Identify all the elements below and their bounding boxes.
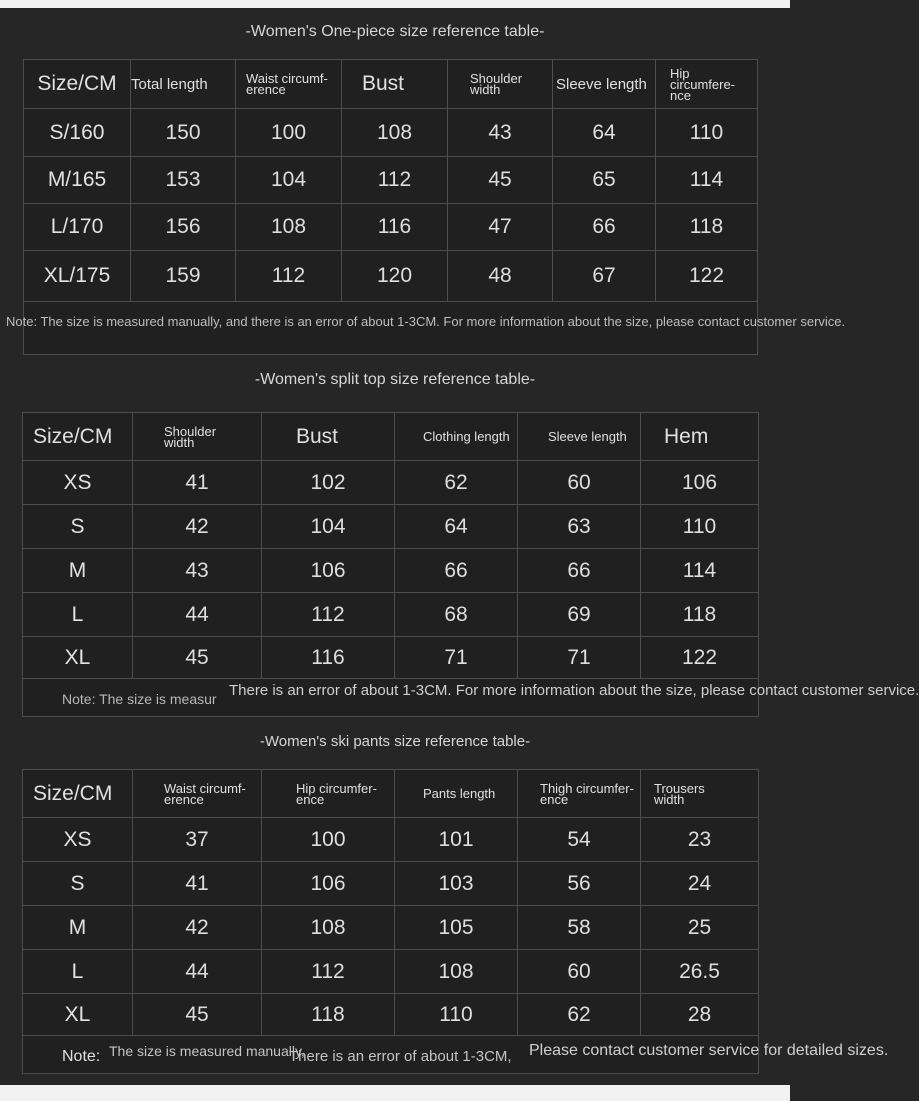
header-cell: Clothing length xyxy=(395,413,518,461)
value-cell: 42 xyxy=(133,505,262,549)
note-cell xyxy=(23,1036,889,1074)
value-cell: 28 xyxy=(641,994,759,1036)
value-cell: 114 xyxy=(641,549,759,593)
table-row xyxy=(23,818,759,862)
value-cell: 71 xyxy=(518,637,641,679)
value-cell: 114 xyxy=(656,157,758,204)
header-cell: Thigh circumfer- ence xyxy=(518,770,641,818)
value-cell: 24 xyxy=(641,862,759,906)
value-cell: 159 xyxy=(131,251,236,302)
size-cell: XS xyxy=(23,818,133,862)
value-cell: 25 xyxy=(641,906,759,950)
value-cell: 45 xyxy=(133,994,262,1036)
header-cell: Size/CM xyxy=(24,60,131,109)
size-cell: S/160 xyxy=(24,109,131,157)
value-cell: 118 xyxy=(656,204,758,251)
size-cell: M xyxy=(23,906,133,950)
size-cell: S xyxy=(23,862,133,906)
header-cell: Sleeve length xyxy=(518,413,641,461)
table-row xyxy=(24,251,758,302)
note-cell xyxy=(6,302,846,355)
header-cell: Shoulder width xyxy=(133,413,262,461)
value-cell: 116 xyxy=(262,637,395,679)
table-row xyxy=(23,862,759,906)
value-cell: 103 xyxy=(395,862,518,906)
size-note-part1: The size is measured manually, xyxy=(109,1043,305,1059)
value-cell: 110 xyxy=(641,505,759,549)
value-cell: 118 xyxy=(641,593,759,637)
table-row xyxy=(23,906,759,950)
size-cell: L/170 xyxy=(24,204,131,251)
size-note: Note: The size is measured manually, and there is an error of about 1-3CM. For more information about the size, please contact customer service. xyxy=(6,314,846,329)
size-note-right: There is an error of about 1-3CM. For more information about the size, please contact customer service. xyxy=(229,682,919,699)
table-header-row xyxy=(23,413,759,461)
top-band xyxy=(0,0,790,8)
value-cell: 60 xyxy=(518,461,641,505)
value-cell: 122 xyxy=(641,637,759,679)
value-cell: 108 xyxy=(236,204,342,251)
value-cell: 47 xyxy=(448,204,553,251)
value-cell: 106 xyxy=(262,862,395,906)
size-cell: XL/175 xyxy=(24,251,131,302)
size-cell: XL xyxy=(23,994,133,1036)
header-cell: Size/CM xyxy=(23,413,133,461)
table-row xyxy=(24,109,758,157)
header-cell: Waist circumf- erence xyxy=(236,60,342,109)
value-cell: 60 xyxy=(518,950,641,994)
value-cell: 150 xyxy=(131,109,236,157)
value-cell: 156 xyxy=(131,204,236,251)
value-cell: 65 xyxy=(553,157,656,204)
bottom-band xyxy=(0,1085,790,1101)
value-cell: 58 xyxy=(518,906,641,950)
value-cell: 101 xyxy=(395,818,518,862)
value-cell: 23 xyxy=(641,818,759,862)
header-cell: Size/CM xyxy=(23,770,133,818)
value-cell: 56 xyxy=(518,862,641,906)
value-cell: 66 xyxy=(518,549,641,593)
table-row xyxy=(24,157,758,204)
value-cell: 45 xyxy=(133,637,262,679)
value-cell: 48 xyxy=(448,251,553,302)
value-cell: 112 xyxy=(342,157,448,204)
table-row xyxy=(23,994,759,1036)
value-cell: 67 xyxy=(553,251,656,302)
size-cell: XS xyxy=(23,461,133,505)
value-cell: 69 xyxy=(518,593,641,637)
value-cell: 153 xyxy=(131,157,236,204)
note-row xyxy=(24,302,758,355)
value-cell: 100 xyxy=(236,109,342,157)
table-header-row xyxy=(23,770,759,818)
value-cell: 68 xyxy=(395,593,518,637)
split-top-size-table xyxy=(22,412,919,717)
value-cell: 104 xyxy=(262,505,395,549)
size-cell: M/165 xyxy=(24,157,131,204)
note-cell xyxy=(23,679,919,717)
onepiece-table-title: -Women's One-piece size reference table- xyxy=(245,23,545,40)
value-cell: 64 xyxy=(395,505,518,549)
size-note-part2: There is an error of about 1-3CM, xyxy=(289,1048,512,1065)
table-header-row xyxy=(24,60,758,109)
header-cell: Bust xyxy=(262,413,395,461)
table-row xyxy=(23,461,759,505)
value-cell: 64 xyxy=(553,109,656,157)
value-cell: 45 xyxy=(448,157,553,204)
onepiece-size-table xyxy=(6,59,846,355)
split-top-table-title: -Women's split top size reference table- xyxy=(254,371,536,388)
note-row xyxy=(23,679,759,717)
value-cell: 42 xyxy=(133,906,262,950)
value-cell: 100 xyxy=(262,818,395,862)
note-label: Note: xyxy=(62,1048,101,1065)
value-cell: 116 xyxy=(342,204,448,251)
size-cell: L xyxy=(23,950,133,994)
size-cell: XL xyxy=(23,637,133,679)
header-cell: Sleeve length xyxy=(553,60,656,109)
header-cell: Bust xyxy=(342,60,448,109)
value-cell: 43 xyxy=(133,549,262,593)
value-cell: 112 xyxy=(262,593,395,637)
value-cell: 62 xyxy=(518,994,641,1036)
value-cell: 112 xyxy=(262,950,395,994)
header-cell: Shoulder width xyxy=(448,60,553,109)
table-row xyxy=(23,593,759,637)
size-note-left: Note: The size is measur xyxy=(62,691,217,707)
value-cell: 104 xyxy=(236,157,342,204)
table-row xyxy=(24,204,758,251)
size-cell: S xyxy=(23,505,133,549)
value-cell: 66 xyxy=(553,204,656,251)
value-cell: 26.5 xyxy=(641,950,759,994)
table-row xyxy=(23,950,759,994)
table-row xyxy=(23,637,759,679)
size-note-part3: Please contact customer service for detailed sizes. xyxy=(529,1042,889,1059)
value-cell: 106 xyxy=(262,549,395,593)
table-row xyxy=(23,549,759,593)
note-row xyxy=(23,1036,759,1074)
ski-pants-size-table xyxy=(22,769,889,1074)
value-cell: 41 xyxy=(133,461,262,505)
value-cell: 102 xyxy=(262,461,395,505)
value-cell: 44 xyxy=(133,950,262,994)
header-cell: Pants length xyxy=(395,770,518,818)
value-cell: 120 xyxy=(342,251,448,302)
header-cell: Hip circumfer- ence xyxy=(262,770,395,818)
value-cell: 54 xyxy=(518,818,641,862)
value-cell: 66 xyxy=(395,549,518,593)
ski-pants-table-title: -Women's ski pants size reference table- xyxy=(259,733,531,750)
value-cell: 62 xyxy=(395,461,518,505)
value-cell: 110 xyxy=(395,994,518,1036)
value-cell: 71 xyxy=(395,637,518,679)
value-cell: 37 xyxy=(133,818,262,862)
value-cell: 63 xyxy=(518,505,641,549)
value-cell: 44 xyxy=(133,593,262,637)
header-cell: Waist circumf- erence xyxy=(133,770,262,818)
size-cell: L xyxy=(23,593,133,637)
header-cell: Trousers width xyxy=(641,770,759,818)
value-cell: 108 xyxy=(395,950,518,994)
value-cell: 105 xyxy=(395,906,518,950)
header-cell: Total length xyxy=(131,60,236,109)
value-cell: 108 xyxy=(342,109,448,157)
table-row xyxy=(23,505,759,549)
value-cell: 41 xyxy=(133,862,262,906)
header-cell: Hip circumfere- nce xyxy=(656,60,758,109)
value-cell: 110 xyxy=(656,109,758,157)
value-cell: 106 xyxy=(641,461,759,505)
value-cell: 118 xyxy=(262,994,395,1036)
size-cell: M xyxy=(23,549,133,593)
value-cell: 43 xyxy=(448,109,553,157)
value-cell: 108 xyxy=(262,906,395,950)
header-cell: Hem xyxy=(641,413,759,461)
value-cell: 112 xyxy=(236,251,342,302)
value-cell: 122 xyxy=(656,251,758,302)
